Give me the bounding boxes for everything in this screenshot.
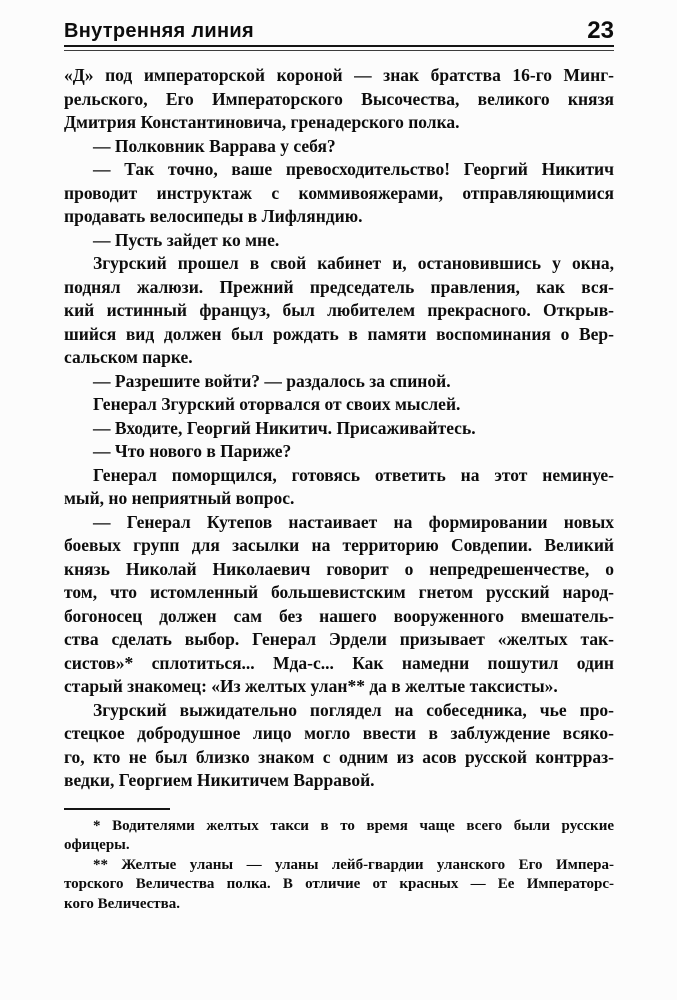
text-line: — Входите, Георгий Никитич. Присаживайтесь. [93, 417, 476, 438]
text-line: шийся вид должен был рождать в памяти воспоминания о Вер- [64, 323, 614, 344]
text-line: сальском парке. [64, 347, 193, 367]
text-line: Дмитрия Константиновича, гренадерского полка. [64, 112, 460, 132]
text-line: Згурский прошел в свой кабинет и, остановившись у окна, [93, 253, 614, 273]
running-header [64, 17, 614, 44]
text-line: — Полковник Варрава у себя? [93, 135, 336, 156]
running-header-title: Внутренняя линия [64, 20, 254, 42]
text-line: старый знакомец: «Из желтых улан** да в желтые таксисты». [64, 676, 558, 696]
text-line: поднял жалюзи. Прежний председатель правления, как вся- [64, 276, 614, 297]
text-line: стецкое добродушное лицо могло ввести в заблуждение всяко- [64, 723, 614, 743]
footnote-rule [64, 808, 170, 810]
text-line: Генерал Згурский оторвался от своих мыслей. [93, 394, 461, 414]
footnote-line: кого Величества. [64, 895, 181, 912]
body-text [64, 64, 614, 793]
text-line: Генерал поморщился, готовясь ответить на этот неминуе- [93, 464, 614, 485]
page-number: 23 [587, 17, 614, 44]
text-line: — Пусть зайдет ко мне. [93, 229, 280, 250]
text-line: — Генерал Кутепов настаивает на формировании новых [93, 511, 614, 532]
text-line: боевых групп для засылки на территорию Совдепии. Великий [64, 535, 614, 555]
text-line: ведки, Георгием Никитичем Варравой. [64, 770, 375, 790]
text-line: мый, но неприятный вопрос. [64, 488, 295, 508]
text-line: князь Николай Николаевич говорит о непредрешенчестве, о [64, 558, 614, 579]
text-line: продавать велосипеды в Лифляндию. [64, 206, 363, 226]
text-line: Згурский выжидательно поглядел на собеседника, чье про- [93, 699, 614, 720]
text-line: богоносец должен сам без нашего вооруженного вмешатель- [64, 605, 614, 626]
text-line: го, кто не был близко знаком с одним из асов русской контрраз- [64, 746, 614, 767]
text-line: — Что нового в Париже? [93, 441, 292, 461]
footnote-line: офицеры. [64, 837, 130, 853]
footnote-line: ** Желтые уланы — уланы лейб-гвардии уланского Его Импера- [93, 856, 614, 873]
footnote-line: * Водителями желтых такси в то время чаще всего были русские [93, 817, 614, 834]
text-line: ства сделать выбор. Генерал Эрдели призывает «желтых так- [64, 629, 614, 649]
footnote-line: торского Величества полка. В отличие от красных — Ее Императорс- [64, 876, 614, 892]
text-line: систов»* сплотиться... Мда-с... Как намедни пошутил один [64, 652, 614, 673]
footnotes [64, 817, 614, 915]
text-line: «Д» под императорской короной — знак братства 16-го Минг- [64, 65, 614, 85]
text-line: кий истинный француз, был любителем прекрасного. Открыв- [64, 300, 614, 320]
header-rule [64, 45, 614, 51]
text-line: проводит инструктаж с коммивояжерами, отправляющимися [64, 182, 614, 203]
text-line: том, что истомленный большевистским гнетом русский народ- [64, 582, 614, 602]
text-line: рельского, Его Императорского Высочества, великого князя [64, 88, 614, 109]
text-line: — Разрешите войти? — раздалось за спиной. [93, 370, 451, 391]
text-line: — Так точно, ваше превосходительство! Георгий Никитич [93, 159, 614, 179]
